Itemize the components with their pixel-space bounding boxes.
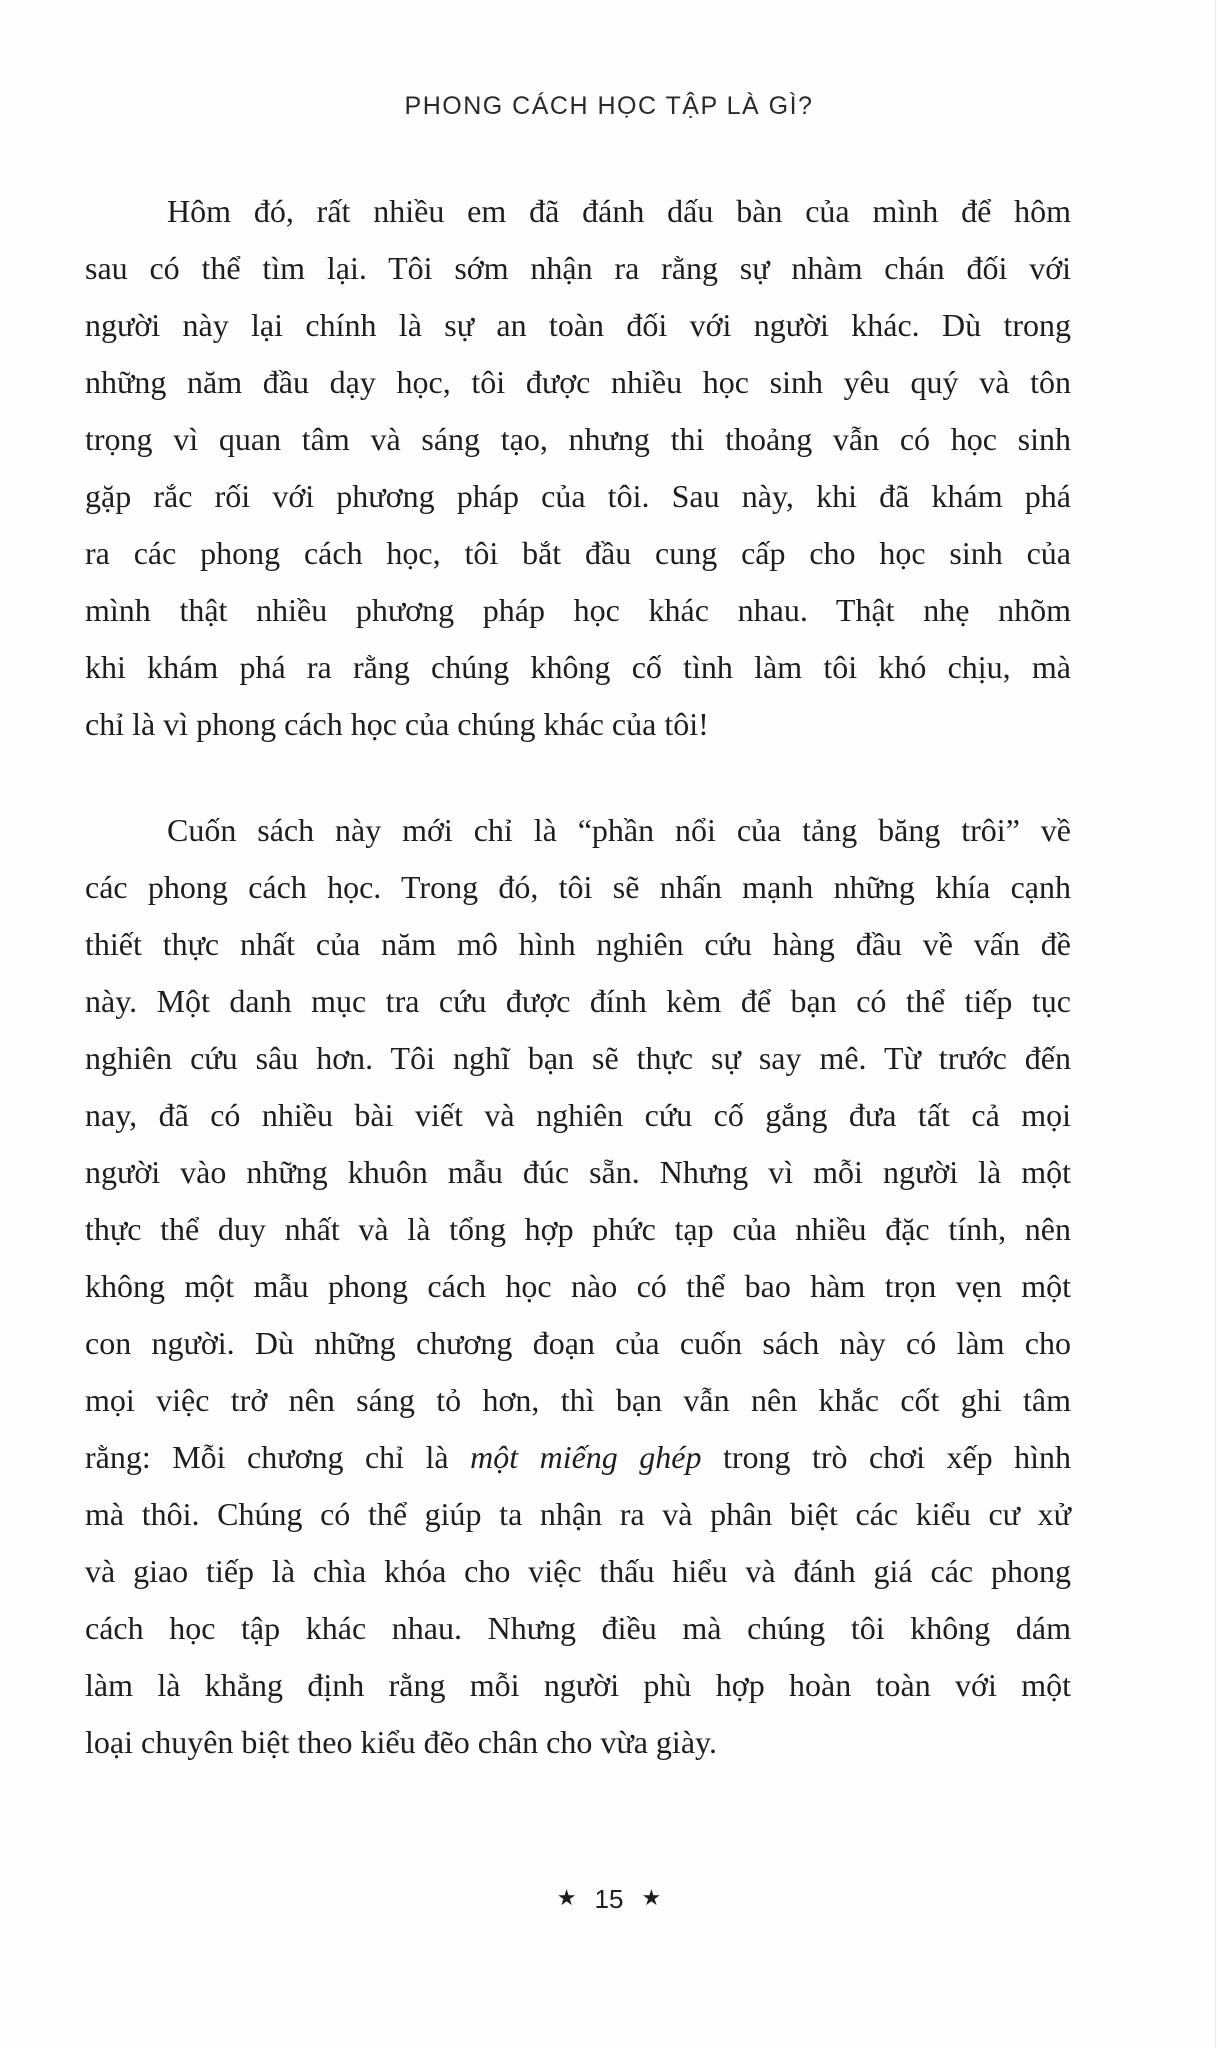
text-line: con người. Dù những chương đoạn của cuốn sách này có làm cho (85, 1325, 1071, 1361)
text-line: trọng vì quan tâm và sáng tạo, nhưng thi thoảng vẫn có học sinh (85, 421, 1071, 457)
text-line: thực thể duy nhất và là tổng hợp phức tạp của nhiều đặc tính, nên (85, 1211, 1071, 1247)
text-line: nay, đã có nhiều bài viết và nghiên cứu cố gắng đưa tất cả mọi (85, 1097, 1071, 1133)
star-ornament-icon: ★ (556, 1885, 577, 1910)
text-line: các phong cách học. Trong đó, tôi sẽ nhấn mạnh những khía cạnh (85, 869, 1071, 905)
text-line: khi khám phá ra rằng chúng không cố tình làm tôi khó chịu, mà (85, 649, 1071, 685)
text-line: Cuốn sách này mới chỉ là “phần nổi của tảng băng trôi” về (167, 812, 1071, 848)
text-line: loại chuyên biệt theo kiểu đẽo chân cho vừa giày. (85, 1724, 717, 1760)
running-header: PHONG CÁCH HỌC TẬP LÀ GÌ? (404, 92, 814, 120)
scan-edge (1215, 0, 1216, 2048)
text-line: người vào những khuôn mẫu đúc sẵn. Nhưng vì mỗi người là một (85, 1154, 1071, 1190)
text-line (85, 1429, 1071, 1486)
star-ornament-icon: ★ (641, 1885, 662, 1910)
text-line: mà thôi. Chúng có thể giúp ta nhận ra và phân biệt các kiểu cư xử (85, 1496, 1071, 1532)
text-segment: rằng: Mỗi chương chỉ là (85, 1439, 471, 1475)
text-line: làm là khẳng định rằng mỗi người phù hợp hoàn toàn với một (85, 1667, 1071, 1703)
text-line: này. Một danh mục tra cứu được đính kèm để bạn có thể tiếp tục (85, 983, 1071, 1019)
text-line: nghiên cứu sâu hơn. Tôi nghĩ bạn sẽ thực sự say mê. Từ trước đến (85, 1040, 1071, 1076)
text-line: thiết thực nhất của năm mô hình nghiên cứu hàng đầu về vấn đề (85, 926, 1071, 962)
text-line: và giao tiếp là chìa khóa cho việc thấu hiểu và đánh giá các phong (85, 1553, 1071, 1589)
italic-phrase: một miếng ghép (470, 1439, 702, 1475)
text-line: ra các phong cách học, tôi bắt đầu cung cấp cho học sinh của (85, 535, 1071, 571)
text-line: sau có thể tìm lại. Tôi sớm nhận ra rằng sự nhàm chán đối với (85, 250, 1071, 286)
paragraph-2 (85, 802, 1071, 1771)
text-line: những năm đầu dạy học, tôi được nhiều học sinh yêu quý và tôn (85, 364, 1071, 400)
text-line: Hôm đó, rất nhiều em đã đánh dấu bàn của mình để hôm (167, 193, 1071, 229)
page-number: 15 (594, 1884, 624, 1914)
text-line: không một mẫu phong cách học nào có thể bao hàm trọn vẹn một (85, 1268, 1071, 1304)
text-line: gặp rắc rối với phương pháp của tôi. Sau này, khi đã khám phá (85, 478, 1071, 514)
paragraph-1 (85, 183, 1071, 753)
text-line: chỉ là vì phong cách học của chúng khác của tôi! (85, 706, 709, 742)
text-line: cách học tập khác nhau. Nhưng điều mà chúng tôi không dám (85, 1610, 1071, 1646)
text-segment: trong trò chơi xếp hình (701, 1439, 1072, 1475)
text-line: mình thật nhiều phương pháp học khác nhau. Thật nhẹ nhõm (85, 592, 1071, 628)
text-line: mọi việc trở nên sáng tỏ hơn, thì bạn vẫn nên khắc cốt ghi tâm (85, 1382, 1071, 1418)
text-line: người này lại chính là sự an toàn đối với người khác. Dù trong (85, 307, 1071, 343)
page-footer (0, 1884, 1218, 1915)
